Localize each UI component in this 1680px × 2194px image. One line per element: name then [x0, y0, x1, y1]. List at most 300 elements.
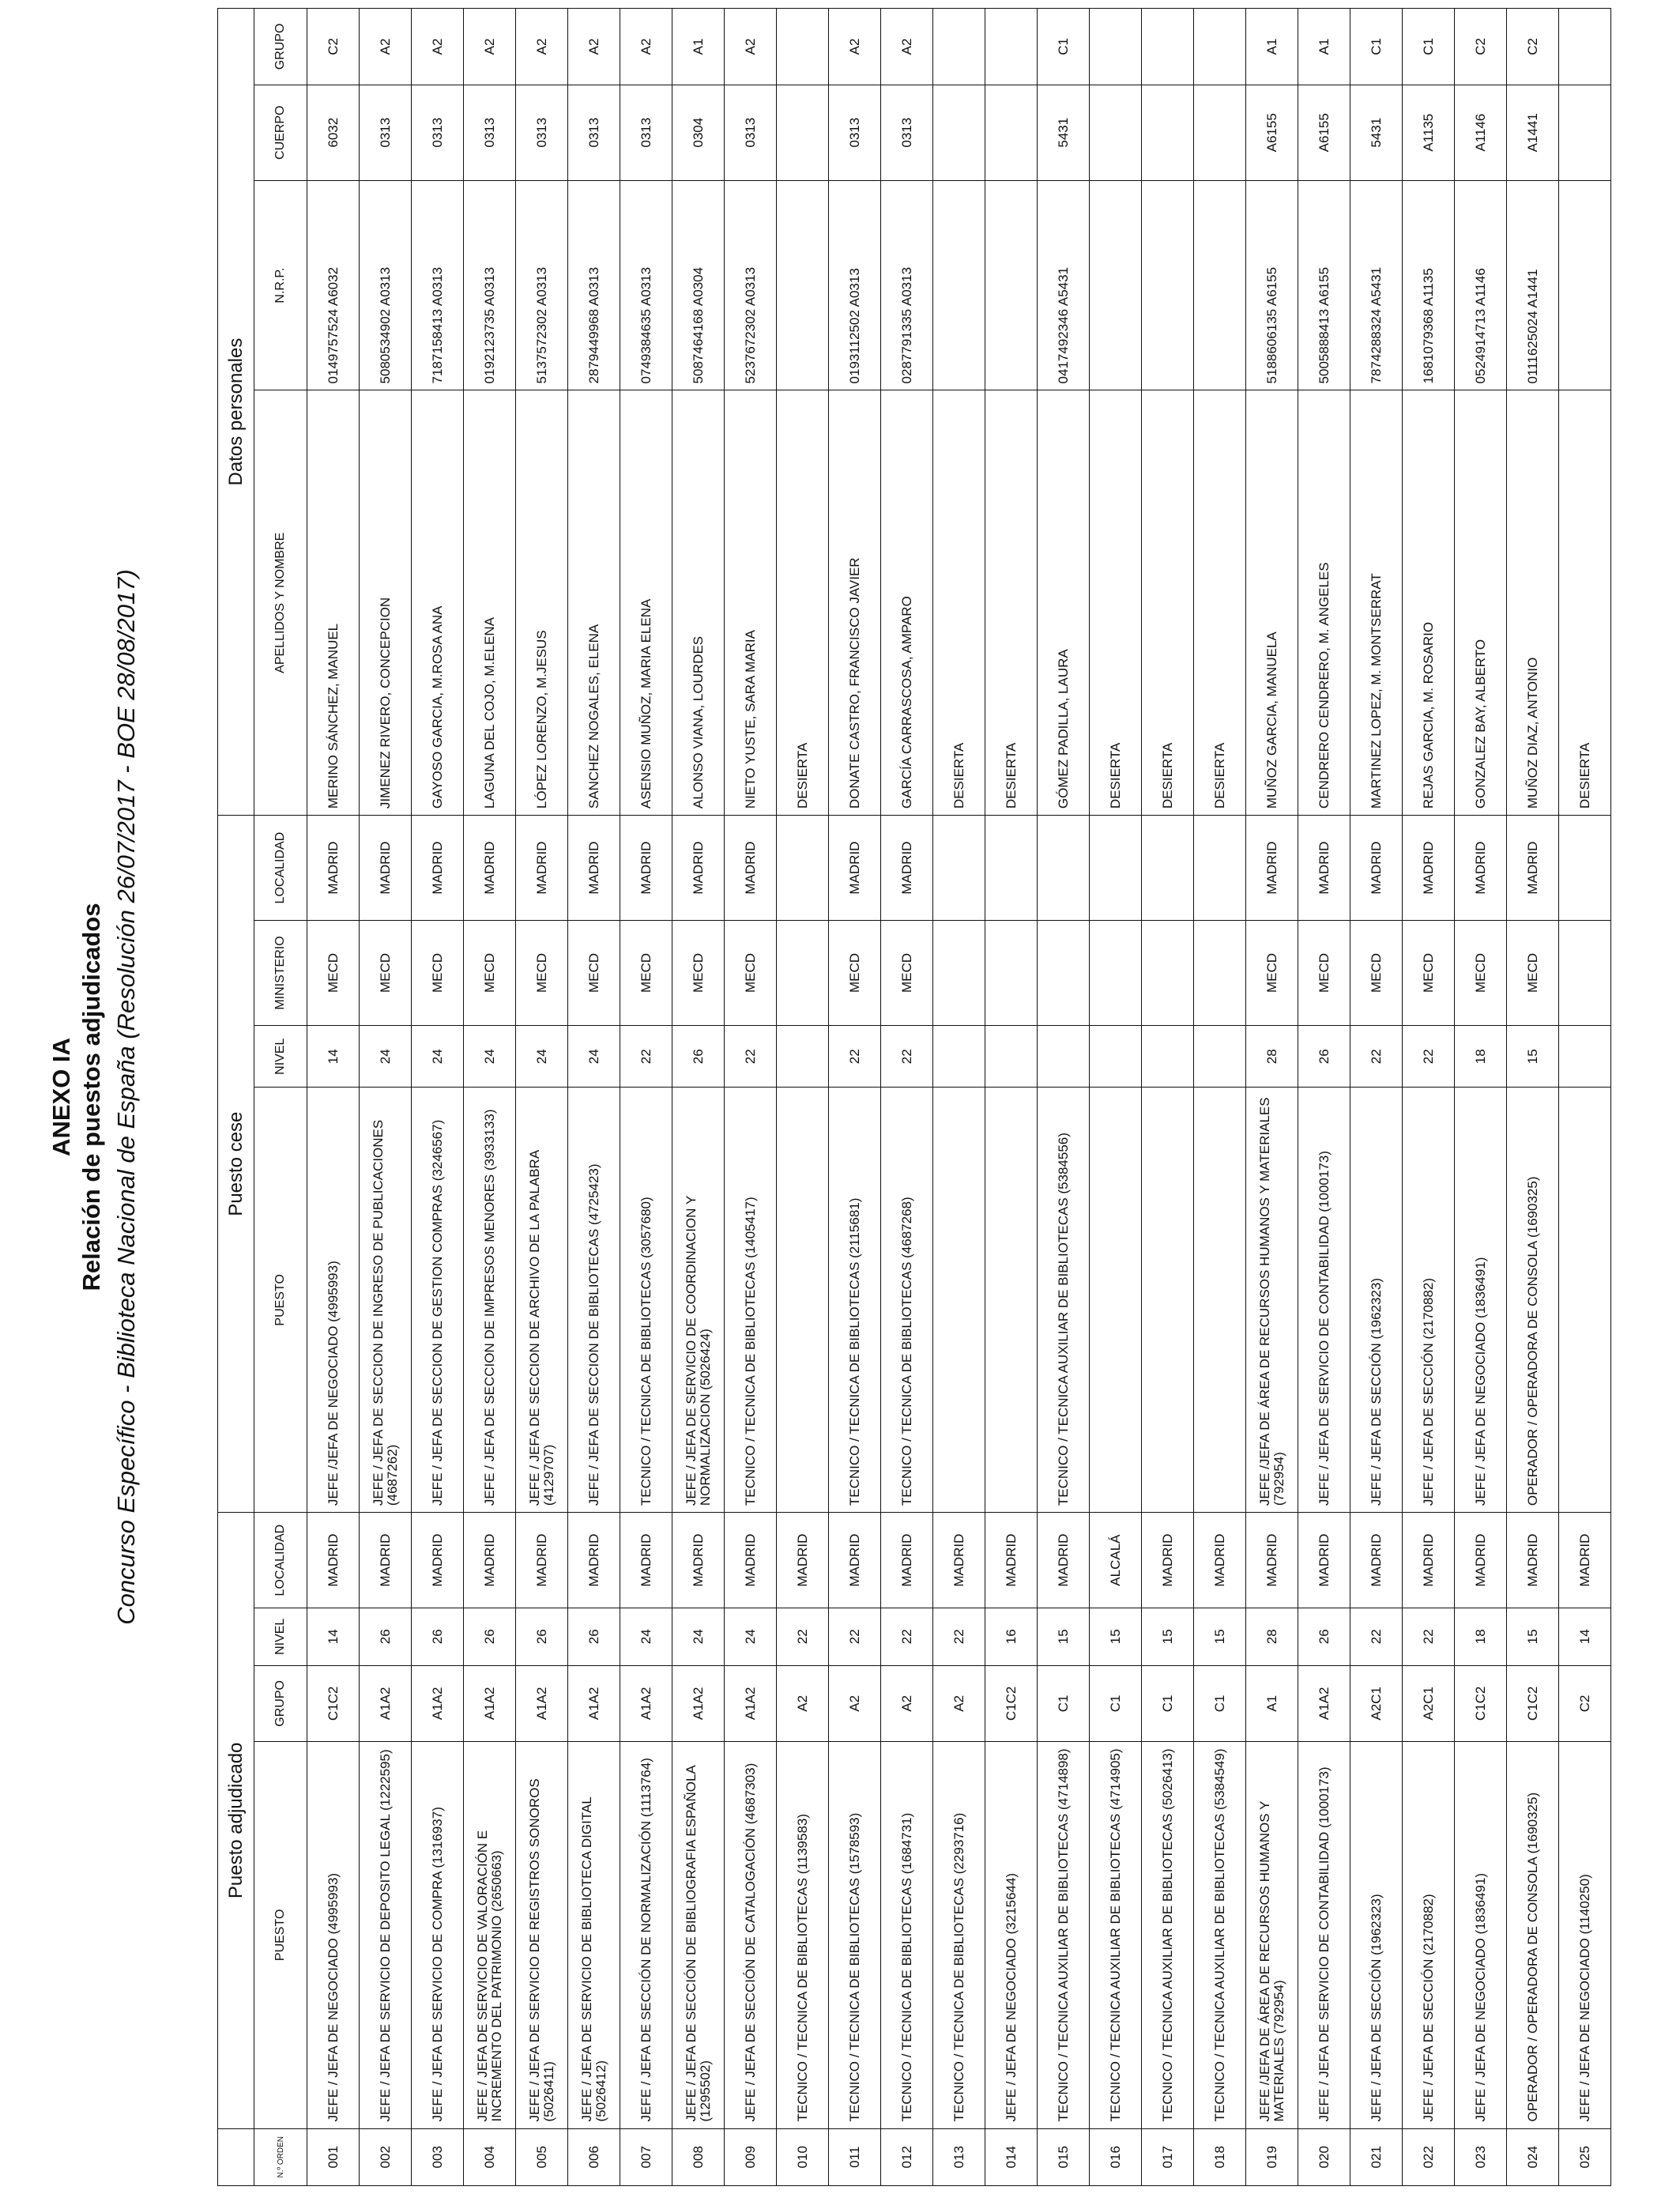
cell-p-grupo: [777, 9, 829, 85]
cell-cese-nivel: 26: [1298, 1025, 1350, 1088]
cell-cese-puesto: [1194, 1088, 1246, 1513]
cell-nombre: ASENSIO MUÑOZ, MARIA ELENA: [620, 390, 672, 816]
cell-cese-nivel: 26: [672, 1025, 725, 1088]
table-row: [620, 9, 672, 2186]
cell-cese-localidad: MADRID: [568, 816, 620, 921]
cell-nombre: REJAS GARCIA, M. ROSARIO: [1403, 390, 1455, 816]
cell-ministerio: MECD: [1507, 921, 1559, 1026]
col-ministerio: MINISTERIO: [254, 921, 307, 1026]
cell-nrp: 5080534902 A0313: [360, 180, 412, 390]
cell-ministerio: MECD: [1350, 921, 1403, 1026]
cell-nrp: [1142, 180, 1194, 390]
cell-nombre: GÓMEZ PADILLA, LAURA: [1038, 390, 1090, 816]
cell-cuerpo: [933, 85, 985, 180]
cell-localidad: MADRID: [412, 1513, 464, 1608]
cell-orden: 023: [1455, 2128, 1507, 2185]
cell-ministerio: [777, 921, 829, 1026]
cell-ministerio: [985, 921, 1038, 1026]
cell-p-grupo: C1: [1038, 9, 1090, 85]
cell-localidad: MADRID: [725, 1513, 777, 1608]
adjudications-table: [217, 8, 1611, 2186]
cell-p-grupo: A2: [412, 9, 464, 85]
cell-p-grupo: A2: [516, 9, 568, 85]
cell-grupo: C1: [1142, 1665, 1194, 1742]
cell-nrp: [1559, 180, 1611, 390]
group-header-row: [218, 9, 254, 2186]
cell-cuerpo: 0313: [412, 85, 464, 180]
cell-ministerio: MECD: [464, 921, 516, 1026]
cell-puesto: JEFE / JEFA DE NEGOCIADO (1140250): [1559, 1742, 1611, 2128]
cell-nivel: 15: [1090, 1608, 1142, 1665]
cell-p-grupo: A2: [620, 9, 672, 85]
cell-ministerio: MECD: [412, 921, 464, 1026]
cell-nombre: DESIERTA: [933, 390, 985, 816]
col-localidad: LOCALIDAD: [254, 1513, 307, 1608]
cell-nombre: GAYOSO GARCIA, M.ROSA ANA: [412, 390, 464, 816]
cell-puesto: TECNICO / TECNICA AUXILIAR DE BIBLIOTECAS (4714905): [1090, 1742, 1142, 2128]
cell-nrp: [777, 180, 829, 390]
cell-cese-puesto: JEFE / JEFA DE SERVICIO DE COORDINACION Y NORMALIZACION (5026424): [672, 1088, 725, 1513]
cell-cuerpo: [777, 85, 829, 180]
cell-p-grupo: A1: [672, 9, 725, 85]
cell-orden: 018: [1194, 2128, 1246, 2185]
cell-grupo: A1A2: [1298, 1665, 1350, 1742]
cell-cese-nivel: 14: [307, 1025, 360, 1088]
cell-p-grupo: [933, 9, 985, 85]
cell-orden: 019: [1246, 2128, 1298, 2185]
cell-nombre: GONZALEZ BAY, ALBERTO: [1455, 390, 1507, 816]
cell-cese-localidad: MADRID: [620, 816, 672, 921]
cell-localidad: MADRID: [1559, 1513, 1611, 1608]
col-nombre: APELLIDOS Y NOMBRE: [254, 390, 307, 816]
cell-ministerio: [1559, 921, 1611, 1026]
cell-nivel: 22: [1403, 1608, 1455, 1665]
cell-cuerpo: [985, 85, 1038, 180]
cell-localidad: MADRID: [829, 1513, 881, 1608]
cell-cese-puesto: JEFE / JEFA DE SECCION DE ARCHIVO DE LA PALABRA (4129707): [516, 1088, 568, 1513]
cell-localidad: MADRID: [568, 1513, 620, 1608]
cell-nrp: 5188606135 A6155: [1246, 180, 1298, 390]
cell-orden: 016: [1090, 2128, 1142, 2185]
document-reference: Concurso Específico - Biblioteca Nacional de España (Resolución 26/07/2017 - BOE 28/08/2017): [112, 569, 140, 1625]
cell-p-grupo: [1142, 9, 1194, 85]
col-nivel: NIVEL: [254, 1608, 307, 1665]
cell-cese-puesto: JEFE / JEFA DE SECCION DE GESTION COMPRAS (3246567): [412, 1088, 464, 1513]
cell-cese-puesto: [933, 1088, 985, 1513]
cell-nrp: [1090, 180, 1142, 390]
cell-ministerio: [1090, 921, 1142, 1026]
cell-cese-puesto: TECNICO / TECNICA DE BIBLIOTECAS (1405417): [725, 1088, 777, 1513]
cell-nombre: LAGUNA DEL COJO, M.ELENA: [464, 390, 516, 816]
cell-cese-localidad: [1090, 816, 1142, 921]
cell-nombre: DESIERTA: [1559, 390, 1611, 816]
cell-cese-puesto: TECNICO / TECNICA DE BIBLIOTECAS (2115681): [829, 1088, 881, 1513]
cell-cuerpo: A6155: [1246, 85, 1298, 180]
cell-cuerpo: 0313: [516, 85, 568, 180]
cell-localidad: MADRID: [516, 1513, 568, 1608]
cell-localidad: MADRID: [1246, 1513, 1298, 1608]
cell-puesto: JEFE / JEFA DE SERVICIO DE DEPOSITO LEGAL (1222595): [360, 1742, 412, 2128]
cell-orden: 015: [1038, 2128, 1090, 2185]
cell-puesto: TECNICO / TECNICA DE BIBLIOTECAS (2293716): [933, 1742, 985, 2128]
cell-cese-localidad: [777, 816, 829, 921]
cell-p-grupo: A1: [1246, 9, 1298, 85]
cell-cese-puesto: JEFE / JEFA DE SECCION DE IMPRESOS MENORES (3933133): [464, 1088, 516, 1513]
cell-ministerio: MECD: [307, 921, 360, 1026]
cell-cese-nivel: 22: [725, 1025, 777, 1088]
table-row: [1090, 9, 1142, 2186]
cell-nrp: 7874288324 A5431: [1350, 180, 1403, 390]
cell-cese-localidad: [933, 816, 985, 921]
cell-localidad: MADRID: [777, 1513, 829, 1608]
cell-nrp: 0287791335 A0313: [881, 180, 933, 390]
table-row: [777, 9, 829, 2186]
cell-orden: 024: [1507, 2128, 1559, 2185]
cell-cese-localidad: [1038, 816, 1090, 921]
cell-cuerpo: 0313: [464, 85, 516, 180]
cell-grupo: A2: [777, 1665, 829, 1742]
cell-grupo: A2: [881, 1665, 933, 1742]
cell-nrp: 5137572302 A0313: [516, 180, 568, 390]
cell-cese-nivel: 22: [1350, 1025, 1403, 1088]
table-row: [516, 9, 568, 2186]
cell-cese-nivel: 22: [620, 1025, 672, 1088]
cell-cese-nivel: [933, 1025, 985, 1088]
cell-cuerpo: 0313: [568, 85, 620, 180]
cell-puesto: JEFE / JEFA DE SECCIÓN DE CATALOGACIÓN (4687303): [725, 1742, 777, 2128]
cell-localidad: MADRID: [360, 1513, 412, 1608]
col-orden: N.º ORDEN: [254, 2128, 307, 2185]
cell-cuerpo: A1135: [1403, 85, 1455, 180]
cell-cuerpo: 0313: [725, 85, 777, 180]
col-grupo: GRUPO: [254, 1665, 307, 1742]
cell-localidad: MADRID: [881, 1513, 933, 1608]
cell-ministerio: MECD: [881, 921, 933, 1026]
cell-cuerpo: 0304: [672, 85, 725, 180]
cell-nrp: [1194, 180, 1246, 390]
cell-localidad: MADRID: [307, 1513, 360, 1608]
table-row: [1142, 9, 1194, 2186]
cell-cuerpo: [1090, 85, 1142, 180]
cell-nrp: 0192123735 A0313: [464, 180, 516, 390]
cell-cese-localidad: MADRID: [1403, 816, 1455, 921]
cell-orden: 017: [1142, 2128, 1194, 2185]
cell-orden: 004: [464, 2128, 516, 2185]
table-row: [985, 9, 1038, 2186]
cell-cese-nivel: [1559, 1025, 1611, 1088]
cell-cese-puesto: JEFE / JEFA DE NEGOCIADO (1836491): [1455, 1088, 1507, 1513]
cell-localidad: MADRID: [1142, 1513, 1194, 1608]
cell-cese-puesto: JEFE / JEFA DE SECCION DE INGRESO DE PUBLICACIONES (4687262): [360, 1088, 412, 1513]
cell-nivel: 26: [360, 1608, 412, 1665]
cell-orden: 002: [360, 2128, 412, 2185]
cell-cese-nivel: 24: [412, 1025, 464, 1088]
cell-cese-localidad: [1559, 816, 1611, 921]
cell-orden: 022: [1403, 2128, 1455, 2185]
cell-nrp: 2879449968 A0313: [568, 180, 620, 390]
table-row: [1194, 9, 1246, 2186]
cell-cuerpo: A6155: [1298, 85, 1350, 180]
cell-localidad: MADRID: [1350, 1513, 1403, 1608]
cell-nrp: 7187158413 A0313: [412, 180, 464, 390]
table-row: [1507, 9, 1559, 2186]
cell-p-grupo: C2: [1507, 9, 1559, 85]
cell-nrp: 0524914713 A1146: [1455, 180, 1507, 390]
cell-cuerpo: 6032: [307, 85, 360, 180]
cell-nombre: DESIERTA: [1090, 390, 1142, 816]
cell-cese-nivel: [985, 1025, 1038, 1088]
cell-localidad: MADRID: [985, 1513, 1038, 1608]
cell-puesto: JEFE / JEFA DE SERVICIO DE BIBLIOTECA DIGITAL (5026412): [568, 1742, 620, 2128]
cell-ministerio: MECD: [1298, 921, 1350, 1026]
table-row: [307, 9, 360, 2186]
cell-cese-localidad: MADRID: [1350, 816, 1403, 921]
cell-grupo: C2: [1559, 1665, 1611, 1742]
table-row: [360, 9, 412, 2186]
cell-nivel: 28: [1246, 1608, 1298, 1665]
cell-nrp: 0149757524 A6032: [307, 180, 360, 390]
col-cese-localidad: LOCALIDAD: [254, 816, 307, 921]
cell-cuerpo: A1441: [1507, 85, 1559, 180]
cell-grupo: C1C2: [307, 1665, 360, 1742]
cell-cese-localidad: [1194, 816, 1246, 921]
cell-cuerpo: 0313: [360, 85, 412, 180]
group-puesto-adjudicado: Puesto adjudicado: [218, 1513, 254, 2128]
cell-nrp: 0193112502 A0313: [829, 180, 881, 390]
cell-nombre: DESIERTA: [777, 390, 829, 816]
cell-orden: 020: [1298, 2128, 1350, 2185]
cell-puesto: JEFE / JEFA DE NEGOCIADO (1836491): [1455, 1742, 1507, 2128]
cell-cese-puesto: JEFE / JEFA DE SECCIÓN (2170882): [1403, 1088, 1455, 1513]
col-personal-grupo: GRUPO: [254, 9, 307, 85]
cell-nrp: 0749384635 A0313: [620, 180, 672, 390]
table-row: [1298, 9, 1350, 2186]
cell-nrp: 5237672302 A0313: [725, 180, 777, 390]
cell-orden: 010: [777, 2128, 829, 2185]
cell-nombre: DESIERTA: [985, 390, 1038, 816]
cell-localidad: MADRID: [1455, 1513, 1507, 1608]
cell-p-grupo: C2: [1455, 9, 1507, 85]
cell-nivel: 26: [568, 1608, 620, 1665]
table-row: [672, 9, 725, 2186]
cell-ministerio: MECD: [725, 921, 777, 1026]
cell-cese-nivel: 15: [1507, 1025, 1559, 1088]
cell-p-grupo: C1: [1350, 9, 1403, 85]
cell-grupo: C1: [1038, 1665, 1090, 1742]
cell-orden: 003: [412, 2128, 464, 2185]
cell-nombre: DESIERTA: [1142, 390, 1194, 816]
cell-grupo: A1A2: [568, 1665, 620, 1742]
cell-cuerpo: [1142, 85, 1194, 180]
cell-orden: 006: [568, 2128, 620, 2185]
col-puesto: PUESTO: [254, 1742, 307, 2128]
cell-puesto: JEFE / JEFA DE SECCIÓN DE NORMALIZACIÓN (1113764): [620, 1742, 672, 2128]
cell-puesto: TECNICO / TECNICA DE BIBLIOTECAS (1684731): [881, 1742, 933, 2128]
table-row: [568, 9, 620, 2186]
cell-puesto: JEFE / JEFA DE NEGOCIADO (4995993): [307, 1742, 360, 2128]
cell-ministerio: MECD: [829, 921, 881, 1026]
cell-grupo: A2: [933, 1665, 985, 1742]
cell-nivel: 26: [516, 1608, 568, 1665]
cell-grupo: A1: [1246, 1665, 1298, 1742]
cell-nrp: [985, 180, 1038, 390]
cell-nivel: 14: [307, 1608, 360, 1665]
cell-localidad: MADRID: [1038, 1513, 1090, 1608]
cell-nivel: 26: [464, 1608, 516, 1665]
cell-puesto: JEFE / JEFA DE SERVICIO DE COMPRA (1316937): [412, 1742, 464, 2128]
cell-puesto: JEFE / JEFA DE SECCIÓN DE BIBLIOGRAFIA ESPAÑOLA (1295502): [672, 1742, 725, 2128]
cell-cese-puesto: JEFE / JEFA DE SECCIÓN (1962323): [1350, 1088, 1403, 1513]
cell-cese-nivel: 28: [1246, 1025, 1298, 1088]
cell-grupo: A1A2: [516, 1665, 568, 1742]
cell-cese-nivel: 18: [1455, 1025, 1507, 1088]
cell-cese-puesto: [777, 1088, 829, 1513]
cell-grupo: A1A2: [620, 1665, 672, 1742]
cell-cuerpo: [1194, 85, 1246, 180]
cell-nombre: DONATE CASTRO, FRANCISCO JAVIER: [829, 390, 881, 816]
cell-puesto: JEFE /JEFA DE ÁREA DE RECURSOS HUMANOS Y MATERIALES (792954): [1246, 1742, 1298, 2128]
cell-nombre: LÓPEZ LORENZO, M.JESUS: [516, 390, 568, 816]
cell-cuerpo: 0313: [829, 85, 881, 180]
cell-grupo: C1: [1194, 1665, 1246, 1742]
cell-puesto: TECNICO / TECNICA AUXILIAR DE BIBLIOTECAS (4714898): [1038, 1742, 1090, 2128]
cell-ministerio: MECD: [1246, 921, 1298, 1026]
cell-puesto: TECNICO / TECNICA DE BIBLIOTECAS (1139583): [777, 1742, 829, 2128]
cell-localidad: MADRID: [1403, 1513, 1455, 1608]
cell-puesto: TECNICO / TECNICA AUXILIAR DE BIBLIOTECAS (5026413): [1142, 1742, 1194, 2128]
cell-cese-nivel: 22: [881, 1025, 933, 1088]
cell-nivel: 26: [412, 1608, 464, 1665]
cell-cese-localidad: [1142, 816, 1194, 921]
cell-localidad: MADRID: [1507, 1513, 1559, 1608]
cell-nombre: ALONSO VIANA, LOURDES: [672, 390, 725, 816]
cell-cese-puesto: [985, 1088, 1038, 1513]
cell-grupo: A1A2: [725, 1665, 777, 1742]
cell-nivel: 15: [1038, 1608, 1090, 1665]
cell-nivel: 22: [829, 1608, 881, 1665]
col-cuerpo: CUERPO: [254, 85, 307, 180]
col-cese-nivel: NIVEL: [254, 1025, 307, 1088]
cell-puesto: TECNICO / TECNICA AUXILIAR DE BIBLIOTECAS (5384549): [1194, 1742, 1246, 2128]
cell-grupo: A1A2: [672, 1665, 725, 1742]
cell-cese-nivel: [1194, 1025, 1246, 1088]
document-title: ANEXO IA: [47, 1038, 75, 1156]
table-row: [725, 9, 777, 2186]
cell-nivel: 24: [672, 1608, 725, 1665]
cell-nombre: JIMENEZ RIVERO, CONCEPCION: [360, 390, 412, 816]
cell-cese-puesto: TECNICO / TECNICA DE BIBLIOTECAS (4687268): [881, 1088, 933, 1513]
cell-p-grupo: A2: [829, 9, 881, 85]
cell-ministerio: [933, 921, 985, 1026]
cell-cese-puesto: JEFE /JEFA DE NEGOCIADO (4995993): [307, 1088, 360, 1513]
cell-localidad: MADRID: [1298, 1513, 1350, 1608]
cell-nivel: 22: [777, 1608, 829, 1665]
cell-p-grupo: [1194, 9, 1246, 85]
cell-cese-localidad: MADRID: [1455, 816, 1507, 921]
cell-localidad: ALCALÁ: [1090, 1513, 1142, 1608]
cell-cese-nivel: 24: [360, 1025, 412, 1088]
cell-p-grupo: A2: [881, 9, 933, 85]
cell-orden: 007: [620, 2128, 672, 2185]
cell-orden: 021: [1350, 2128, 1403, 2185]
cell-cuerpo: 5431: [1350, 85, 1403, 180]
cell-cese-puesto: TECNICO / TECNICA AUXILIAR DE BIBLIOTECAS (5384556): [1038, 1088, 1090, 1513]
cell-nrp: 0417492346 A5431: [1038, 180, 1090, 390]
cell-puesto: JEFE / JEFA DE SECCIÓN (1962323): [1350, 1742, 1403, 2128]
cell-nrp: 5087464168 A0304: [672, 180, 725, 390]
cell-cese-localidad: MADRID: [881, 816, 933, 921]
cell-orden: 009: [725, 2128, 777, 2185]
cell-nombre: GARCÍA CARRASCOSA, AMPARO: [881, 390, 933, 816]
cell-cese-nivel: [1090, 1025, 1142, 1088]
cell-p-grupo: A2: [360, 9, 412, 85]
cell-nombre: MERINO SÁNCHEZ, MANUEL: [307, 390, 360, 816]
cell-grupo: A1A2: [412, 1665, 464, 1742]
cell-nombre: MUÑOZ GARCIA, MANUELA: [1246, 390, 1298, 816]
cell-p-grupo: [985, 9, 1038, 85]
cell-ministerio: MECD: [672, 921, 725, 1026]
cell-cese-nivel: 24: [568, 1025, 620, 1088]
cell-nombre: MUÑOZ DIAZ, ANTONIO: [1507, 390, 1559, 816]
table-row: [412, 9, 464, 2186]
table-row: [881, 9, 933, 2186]
cell-nivel: 14: [1559, 1608, 1611, 1665]
cell-ministerio: [1194, 921, 1246, 1026]
cell-p-grupo: A1: [1298, 9, 1350, 85]
cell-cese-localidad: MADRID: [360, 816, 412, 921]
cell-puesto: JEFE / JEFA DE SERVICIO DE VALORACIÓN E INCREMENTO DEL PATRIMONIO (2650663): [464, 1742, 516, 2128]
document-subtitle: Relación de puestos adjudicados: [77, 903, 105, 1291]
cell-p-grupo: A2: [568, 9, 620, 85]
cell-cese-puesto: JEFE / JEFA DE SECCION DE BIBLIOTECAS (4725423): [568, 1088, 620, 1513]
cell-nombre: MARTINEZ LOPEZ, M. MONTSERRAT: [1350, 390, 1403, 816]
cell-p-grupo: A2: [725, 9, 777, 85]
cell-nrp: [933, 180, 985, 390]
cell-orden: 012: [881, 2128, 933, 2185]
cell-nombre: CENDRERO CENDRERO, M. ANGELES: [1298, 390, 1350, 816]
cell-nivel: 24: [620, 1608, 672, 1665]
cell-p-grupo: A2: [464, 9, 516, 85]
cell-orden: 011: [829, 2128, 881, 2185]
cell-cese-localidad: MADRID: [725, 816, 777, 921]
cell-orden: 025: [1559, 2128, 1611, 2185]
cell-cese-puesto: [1090, 1088, 1142, 1513]
cell-grupo: A2C1: [1403, 1665, 1455, 1742]
cell-cese-nivel: 24: [464, 1025, 516, 1088]
cell-cuerpo: [1559, 85, 1611, 180]
cell-cese-localidad: MADRID: [829, 816, 881, 921]
cell-nivel: 22: [933, 1608, 985, 1665]
group-puesto-cese: Puesto cese: [218, 816, 254, 1513]
cell-grupo: C1C2: [1507, 1665, 1559, 1742]
column-header-row: [254, 9, 307, 2186]
cell-puesto: JEFE / JEFA DE SERVICIO DE REGISTROS SONOROS (5026411): [516, 1742, 568, 2128]
cell-grupo: A2C1: [1350, 1665, 1403, 1742]
cell-cese-localidad: MADRID: [412, 816, 464, 921]
cell-localidad: MADRID: [933, 1513, 985, 1608]
cell-ministerio: MECD: [1455, 921, 1507, 1026]
group-blank: [218, 2128, 254, 2185]
table-row: [464, 9, 516, 2186]
cell-cese-puesto: [1142, 1088, 1194, 1513]
cell-puesto: JEFE / JEFA DE SERVICIO DE CONTABILIDAD (1000173): [1298, 1742, 1350, 2128]
table-row: [1350, 9, 1403, 2186]
table-row: [829, 9, 881, 2186]
cell-cese-localidad: MADRID: [307, 816, 360, 921]
cell-p-grupo: C1: [1403, 9, 1455, 85]
cell-localidad: MADRID: [464, 1513, 516, 1608]
cell-orden: 001: [307, 2128, 360, 2185]
